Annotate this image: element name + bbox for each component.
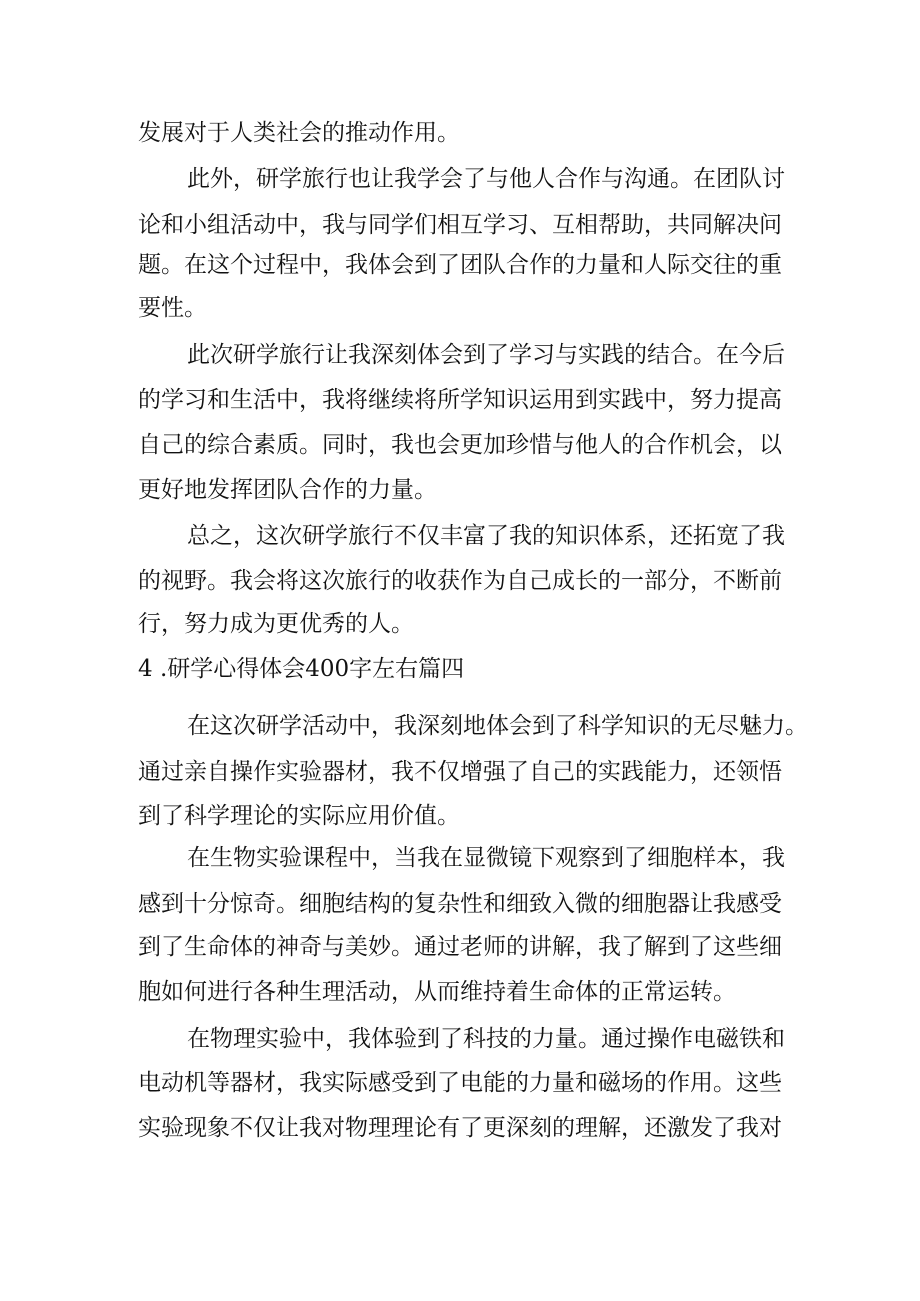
section-heading: 4 .研学心得体会400字左右篇四: [138, 656, 465, 682]
paragraph-line: 此次研学旅行让我深刻体会到了学习与实践的结合。在今后: [187, 342, 785, 368]
paragraph-line: 在物理实验中，我体验到了科技的力量。通过操作电磁铁和: [187, 1026, 785, 1052]
paragraph-line: 电动机等器材，我实际感受到了电能的力量和磁场的作用。这些: [138, 1070, 782, 1096]
paragraph-line: 要性。: [138, 295, 207, 321]
paragraph-line: 的视野。我会将这次旅行的收获作为自己成长的一部分，不断前: [138, 568, 782, 594]
paragraph-line: 更好地发挥团队合作的力量。: [138, 477, 437, 503]
paragraph-line: 在这次研学活动中，我深刻地体会到了科学知识的无尽魅力。: [187, 713, 808, 739]
paragraph-line: 到了生命体的神奇与美妙。通过老师的讲解，我了解到了这些细: [138, 934, 782, 960]
paragraph-line: 总之，这次研学旅行不仅丰富了我的知识体系，还拓宽了我: [187, 523, 785, 549]
paragraph-line: 感到十分惊奇。细胞结构的复杂性和细致入微的细胞器让我感受: [138, 891, 782, 917]
paragraph-line: 题。在这个过程中，我体会到了团队合作的力量和人际交往的重: [138, 252, 782, 278]
paragraph-line: 胞如何进行各种生理活动，从而维持着生命体的正常运转。: [138, 979, 736, 1005]
paragraph-line: 实验现象不仅让我对物理理论有了更深刻的理解，还激发了我对: [138, 1115, 782, 1141]
paragraph-line: 通过亲自操作实验器材，我不仅增强了自己的实践能力，还领悟: [138, 759, 782, 785]
paragraph-line: 的学习和生活中，我将继续将所学知识运用到实践中，努力提高: [138, 387, 782, 413]
paragraph-line: 发展对于人类社会的推动作用。: [138, 120, 460, 146]
paragraph-line: 论和小组活动中，我与同学们相互学习、互相帮助，共同解决问: [138, 212, 782, 238]
paragraph-line: 行，努力成为更优秀的人。: [138, 611, 414, 637]
paragraph-line: 自己的综合素质。同时，我也会更加珍惜与他人的合作机会，以: [138, 432, 782, 458]
paragraph-line: 此外，研学旅行也让我学会了与他人合作与沟通。在团队讨: [187, 166, 785, 192]
paragraph-line: 到了科学理论的实际应用价值。: [138, 803, 460, 829]
paragraph-line: 在生物实验课程中，当我在显微镜下观察到了细胞样本，我: [187, 845, 785, 871]
